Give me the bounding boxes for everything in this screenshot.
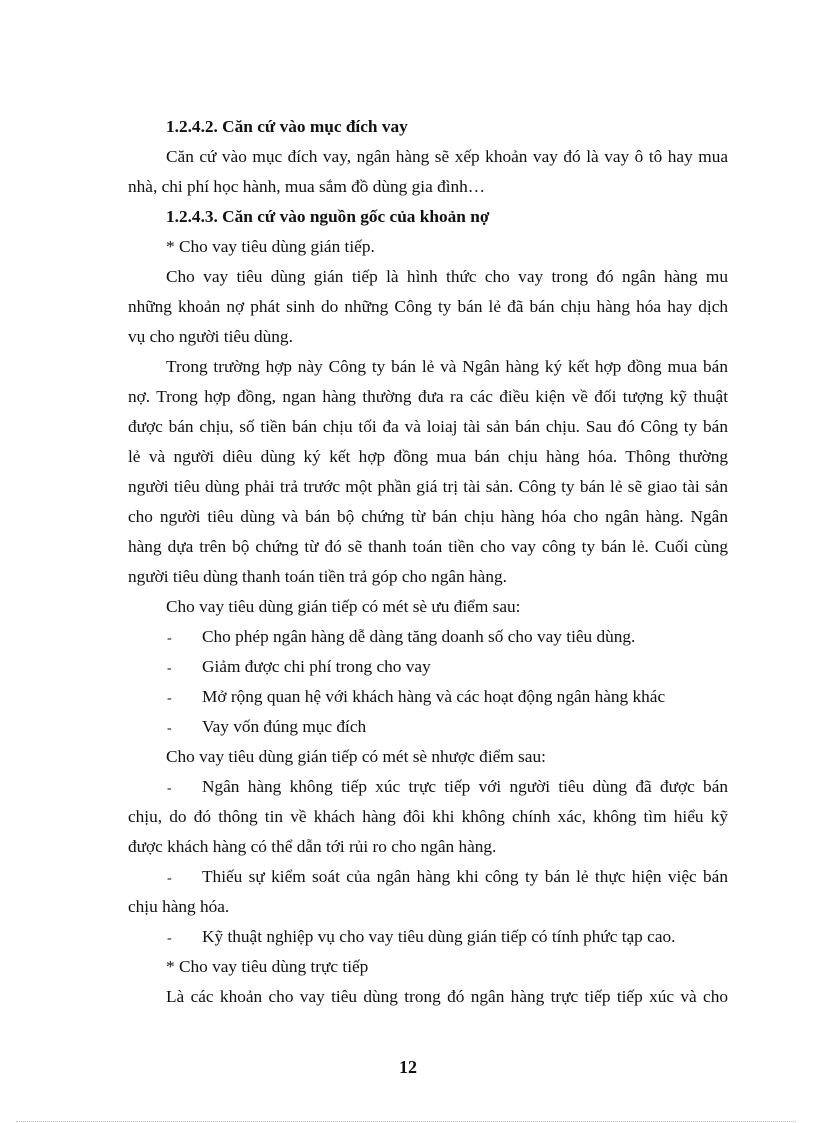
bullet-dash-icon: - bbox=[167, 931, 172, 946]
bullet-dash-icon: - bbox=[167, 631, 172, 646]
paragraph-line: vụ cho người tiêu dùng. bbox=[128, 327, 293, 346]
list-item-text: Thiếu sự kiểm soát của ngân hàng khi công ty bán lẻ thực hiện việc bán bbox=[202, 867, 728, 886]
list-item-text: Kỹ thuật nghiệp vụ cho vay tiêu dùng gián tiếp có tính phức tạp cao. bbox=[202, 927, 676, 946]
paragraph-line: Căn cứ vào mục đích vay, ngân hàng sẽ xếp khoản vay đó là vay ô tô hay mua bbox=[166, 147, 728, 166]
page-number: 12 bbox=[399, 1057, 417, 1077]
list-item bbox=[128, 862, 728, 892]
paragraph-line: Cho vay tiêu dùng gián tiếp là hình thức cho vay trong đó ngân hàng mu bbox=[166, 267, 728, 286]
bullet-dash-icon: - bbox=[167, 871, 172, 886]
paragraph-line: Là các khoản cho vay tiêu dùng trong đó ngân hàng trực tiếp tiếp xúc và cho bbox=[166, 987, 728, 1006]
document-page bbox=[128, 112, 728, 1012]
bullet-dash-icon: - bbox=[167, 691, 172, 706]
list-item-text: Vay vốn đúng mục đích bbox=[202, 717, 367, 736]
paragraph-line: người tiêu dùng thanh toán tiền trả góp cho ngân hàng. bbox=[128, 567, 507, 586]
list-item bbox=[128, 712, 728, 742]
subsection-title: * Cho vay tiêu dùng gián tiếp. bbox=[166, 237, 375, 256]
paragraph-line: nhà, chi phí học hành, mua sắm đồ dùng gia đình… bbox=[128, 177, 486, 196]
paragraph-line: hàng dựa trên bộ chứng từ đó sẽ thanh toán tiền cho vay công ty bán lẻ. Cuối cùng bbox=[128, 537, 728, 556]
paragraph-line: những khoản nợ phát sinh do những Công ty bán lẻ đã bán chịu hàng hóa hay dịch bbox=[128, 297, 728, 316]
list-item-text: Cho phép ngân hàng dễ dàng tăng doanh số cho vay tiêu dùng. bbox=[202, 627, 636, 646]
paragraph-line: cho người tiêu dùng và bán bộ chứng từ bán chịu hàng hóa cho ngân hàng. Ngân bbox=[128, 507, 728, 526]
subsection-title: * Cho vay tiêu dùng trực tiếp bbox=[166, 957, 369, 976]
page-boundary-divider bbox=[16, 1121, 796, 1122]
list-item-text: Giảm được chi phí trong cho vay bbox=[202, 657, 431, 676]
paragraph-line: nợ. Trong hợp đồng, ngan hàng thường đưa ra các điều kiện về đối tượng kỹ thuật bbox=[128, 387, 728, 406]
section-heading: 1.2.4.3. Căn cứ vào nguồn gốc của khoản nợ bbox=[166, 207, 490, 226]
list-item-text: Ngân hàng không tiếp xúc trực tiếp với người tiêu dùng đã được bán bbox=[202, 777, 728, 796]
list-item-continuation: chịu hàng hóa. bbox=[128, 897, 230, 916]
list-item bbox=[128, 922, 728, 952]
list-item-text: Mở rộng quan hệ với khách hàng và các hoạt động ngân hàng khác bbox=[202, 687, 666, 706]
bullet-dash-icon: - bbox=[167, 781, 172, 796]
list-intro: Cho vay tiêu dùng gián tiếp có mét sè ưu điểm sau: bbox=[166, 597, 521, 616]
list-item bbox=[128, 652, 728, 682]
section-heading: 1.2.4.2. Căn cứ vào mục đích vay bbox=[166, 117, 408, 136]
list-item bbox=[128, 682, 728, 712]
paragraph-line: Trong trường hợp này Công ty bán lẻ và Ngân hàng ký kết hợp đồng mua bán bbox=[166, 357, 728, 376]
bullet-dash-icon: - bbox=[167, 721, 172, 736]
list-item-continuation: được khách hàng có thể dẫn tới rủi ro cho ngân hàng. bbox=[128, 837, 497, 856]
paragraph-line: được bán chịu, số tiền bán chịu tối đa và loiaj tài sản bán chịu. Sau đó Công ty bán bbox=[128, 417, 728, 436]
list-intro: Cho vay tiêu dùng gián tiếp có mét sè nhược điểm sau: bbox=[166, 747, 546, 766]
list-item bbox=[128, 622, 728, 652]
paragraph-line: người tiêu dùng phải trả trước một phần giá trị tài sản. Công ty bán lẻ sẽ giao tài sản bbox=[128, 477, 728, 496]
list-item-continuation: chịu, do đó thông tin về khách hàng đôi khi không chính xác, không tìm hiểu kỹ bbox=[128, 807, 728, 826]
list-item bbox=[128, 772, 728, 802]
paragraph-line: lẻ và người diêu dùng ký kết hợp đồng mua bán chịu hàng hóa. Thông thường bbox=[128, 447, 728, 466]
bullet-dash-icon: - bbox=[167, 661, 172, 676]
